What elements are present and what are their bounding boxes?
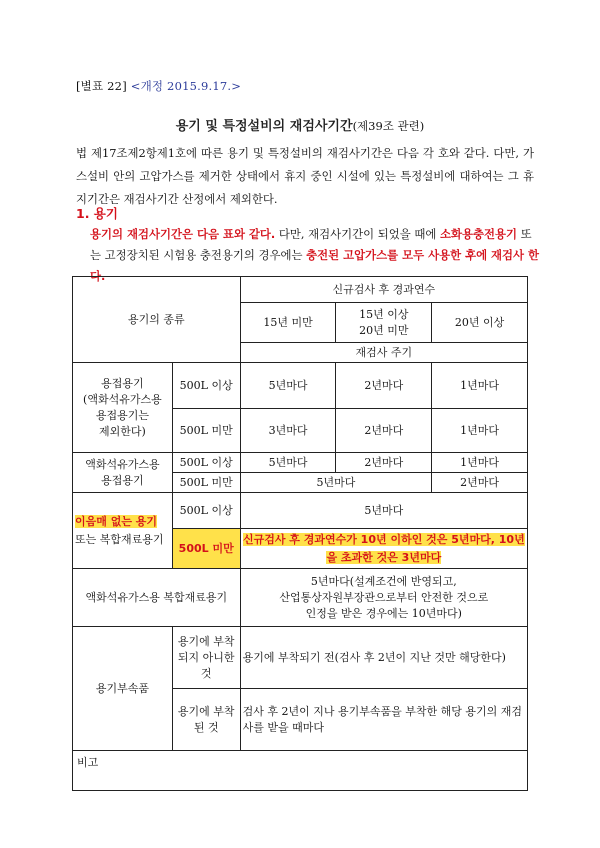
header-elapsed-years: 신규검사 후 경과연수 xyxy=(240,277,527,303)
cell-every5: 5년마다 xyxy=(240,453,336,473)
section-heading: 1. 용기 xyxy=(76,206,118,221)
acc-detached-cycle: 용기에 부착되기 전(검사 후 2년이 지난 것만 해당한다) xyxy=(240,627,527,689)
size-500-over: 500L 이상 xyxy=(172,453,240,473)
row-lpg-composite-label: 액화석유가스용 복합재료용기 xyxy=(73,569,241,627)
acc-attached-label: 용기에 부착된 것 xyxy=(172,689,240,751)
acc-detached-label: 용기에 부착되지 아니한 것 xyxy=(172,627,240,689)
header-over-20: 20년 이상 xyxy=(432,303,528,343)
section-body-part1: 용기의 재검사기간은 다음 표와 같다. xyxy=(90,227,276,241)
cell-every3: 3년마다 xyxy=(240,409,336,453)
row-seamless-label xyxy=(73,493,173,569)
seamless-under-note-cell xyxy=(240,529,527,569)
intro-paragraph: 법 제17조제2항제1호에 따른 용기 및 특정설비의 재검사기간은 다음 각 호와 같다. 다만, 가스설비 안의 고압가스를 제거한 상태에서 휴지 중인 시설에 있는 특정설비에 대하여는 그 휴지기간은 재검사기간 산정에서 제외한다. xyxy=(76,146,534,206)
section-body-part3: 소화용충전용기 xyxy=(440,227,518,241)
header-15-to-20: 15년 이상 20년 미만 xyxy=(336,303,432,343)
remark-cell: 비고 xyxy=(73,751,528,791)
row-accessory-label: 용기부속품 xyxy=(73,627,173,751)
section-body-part5: 충전된 고압가스를 모두 사용한 후에 재검사 한다. xyxy=(90,248,540,283)
reinspection-table xyxy=(72,276,528,791)
cell-every2: 2년마다 xyxy=(336,453,432,473)
header-cycle: 재검사 주기 xyxy=(240,343,527,363)
cell-every5: 5년마다 xyxy=(240,473,432,493)
cell-every2: 2년마다 xyxy=(336,363,432,409)
cell-every1: 1년마다 xyxy=(432,409,528,453)
header-container-type: 용기의 종류 xyxy=(73,277,241,363)
row-lpg-welded-label: 액화석유가스용 용접용기 xyxy=(73,453,173,493)
seamless-highlight: 이음매 없는 용기 xyxy=(75,514,158,528)
seamless-rest: 또는 복합재료용기 xyxy=(75,532,164,546)
header-under-15: 15년 미만 xyxy=(240,303,336,343)
cell-every2: 2년마다 xyxy=(432,473,528,493)
annex-label: [별표 22] xyxy=(76,79,127,93)
cell-every5: 5년마다 xyxy=(240,363,336,409)
title-ref: (제39조 관련) xyxy=(352,119,425,133)
size-500-under: 500L 미만 xyxy=(172,409,240,453)
size-500-over: 500L 이상 xyxy=(172,363,240,409)
cell-every1: 1년마다 xyxy=(432,453,528,473)
section-body-part4: 또는 고정장치된 시험용 충전용기의 경우에는 xyxy=(90,227,532,262)
revision-note: <개정 2015.9.17.> xyxy=(130,79,242,93)
acc-attached-cycle: 검사 후 2년이 지나 용기부속품을 부착한 해당 용기의 재검사를 받을 때마다 xyxy=(240,689,527,751)
cell-every5: 5년마다 xyxy=(240,493,527,529)
annex-header xyxy=(76,78,241,94)
row-welded-label: 용접용기 (액화석유가스용 용접용기는 제외한다) xyxy=(73,363,173,453)
size-500-under-highlight xyxy=(172,529,240,569)
section-body-part2: 다만, 재검사기간이 되었을 때에 xyxy=(275,227,441,241)
seamless-under-note: 신규검사 후 경과연수가 10년 이하인 것은 5년마다, 10년을 초과한 것은 3년마다 xyxy=(242,532,525,564)
lpg-composite-cycle: 5년마다(설계조건에 반영되고, 산업통상자원부장관으로부터 안전한 것으로 인정을 받은 경우에는 10년마다) xyxy=(240,569,527,627)
page-title xyxy=(0,115,600,134)
cell-every2: 2년마다 xyxy=(336,409,432,453)
size-500-over: 500L 이상 xyxy=(172,493,240,529)
size-500-under-text: 500L 미만 xyxy=(178,541,234,555)
title-main: 용기 및 특정설비의 재검사기간 xyxy=(175,119,353,134)
cell-every1: 1년마다 xyxy=(432,363,528,409)
size-500-under: 500L 미만 xyxy=(172,473,240,493)
